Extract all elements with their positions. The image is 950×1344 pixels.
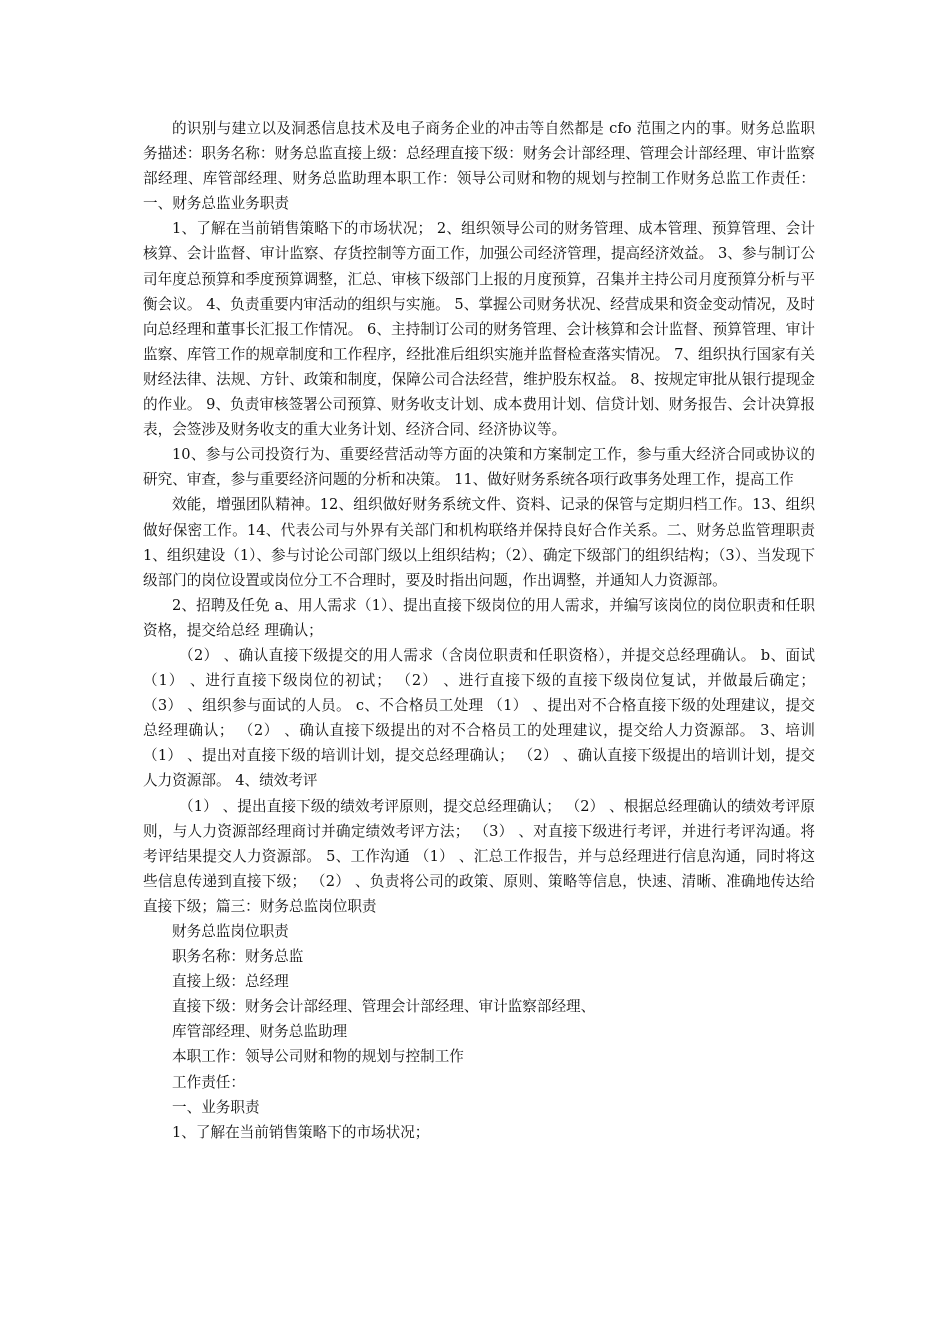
paragraph-recruitment: 2、招聘及任免 a、用人需求（1）、提出直接下级岗位的用人需求，并编写该岗位的岗位职责和任职资格，提交给总经 理确认； [143,596,815,639]
paragraph-intro: 的识别与建立以及洞悉信息技术及电子商务企业的冲击等自然都是 cfo 范围之内的事。财务总监职务描述：职务名称：财务总监直接上级：总经理直接下级：财务会计部经理、管理会计部经理、审计监察部经理、库管部经理、财务总监助理本职工作：领导公司财和物的规划与控制工作财务总监工作责任：一、财务总监业务职责 [143,120,815,213]
direct-subordinates-continued-line: 库管部经理、财务总监助理 [172,1023,348,1041]
paragraph-appraisal-communication: （1） 、提出直接下级的绩效考评原则，提交总经理确认； （2） 、根据总经理确认的绩效考评原则，与人力资源部经理商讨并确定绩效考评方法； （3） 、对直接下级进行考评，并进行考评沟通。将考评结果提交人力资源部。 5、工作沟通 （1） 、汇总工作报告，并与总经理进行信息沟通，同时将这些信息传递到直接下级； （2） 、负责将公司的政策、原则、策略等信息，快速、清晰、准确地传达给直接下级；篇三：财务总监岗位职责 [143,797,815,915]
paragraph-investment-duties: 10、参与公司投资行为、重要经营活动等方面的决策和方案制定工作，参与重大经济合同或协议的研究、审查，参与重要经济问题的分析和决策。 11、做好财务系统各项行政事务处理工作，提高工作 [143,446,815,489]
responsibilities-heading: 工作责任： [172,1073,245,1091]
paragraph-interview-training: （2） 、确认直接下级提交的用人需求（含岗位职责和任职资格），并提交总经理确认。 b、面试 （1） 、进行直接下级岗位的初试； （2） 、进行直接下级的直接下级岗位复试，并做最后确定； （3） 、组织参与面试的人员。 c、不合格员工处理 （1） 、提出对不合格直接下级的处理建议，提交总经理确认； （2） 、确认直接下级提出的对不合格员工的处理建议，提交给人力资源部。 3、培训 （1） 、提出对直接下级的培训计划，提交总经理确认； （2） 、确认直接下级提出的培训计划，提交人力资源部。 4、绩效考评 [143,646,815,790]
job-title-line: 职务名称：财务总监 [172,948,304,966]
section-title: 财务总监岗位职责 [172,923,289,940]
document-body [143,116,815,1145]
business-duties-heading: 一、业务职责 [172,1098,260,1116]
main-job-line: 本职工作：领导公司财和物的规划与控制工作 [172,1048,464,1066]
direct-subordinates-line: 直接下级：财务会计部经理、管理会计部经理、审计监察部经理、 [172,998,596,1016]
paragraph-management-duties: 效能，增强团队精神。12、组织做好财务系统文件、资料、记录的保管与定期归档工作。13、组织做好保密工作。14、代表公司与外界有关部门和机构联络并保持良好合作关系。二、财务总监管理职责 1、组织建设（1）、参与讨论公司部门级以上组织结构；（2）、确定下级部门的组织结构；（3）、当发现下级部门的岗位设置或岗位分工不合理时，要及时指出问题，作出调整，并通知人力资源部。 [143,496,815,589]
paragraph-business-duties: 1、了解在当前销售策略下的市场状况； 2、组织领导公司的财务管理、成本管理、预算管理、会计核算、会计监督、审计监察、存货控制等方面工作，加强公司经济管理，提高经济效益。 3、参与制订公司年度总预算和季度预算调整，汇总、审核下级部门上报的月度预算，召集并主持公司月度预算分析与平衡会议。 4、负责重要内审活动的组织与实施。 5、掌握公司财务状况、经营成果和资金变动情况，及时向总经理和董事长汇报工作情况。 6、主持制订公司的财务管理、会计核算和会计监督、预算管理、审计监察、库管工作的规章制度和工作程序，经批准后组织实施并监督检查落实情况。 7、组织执行国家有关财经法律、法规、方针、政策和制度，保障公司合法经营，维护股东权益。 8、按规定审批从银行提现金的作业。 9、负责审核签署公司预算、财务收支计划、成本费用计划、信贷计划、财务报告、会计决算报表，会签涉及财务收支的重大业务计划、经济合同、经济协议等。 [143,220,815,439]
direct-superior-line: 直接上级：总经理 [172,973,289,991]
duty-item-1: 1、了解在当前销售策略下的市场状况； [172,1123,430,1141]
